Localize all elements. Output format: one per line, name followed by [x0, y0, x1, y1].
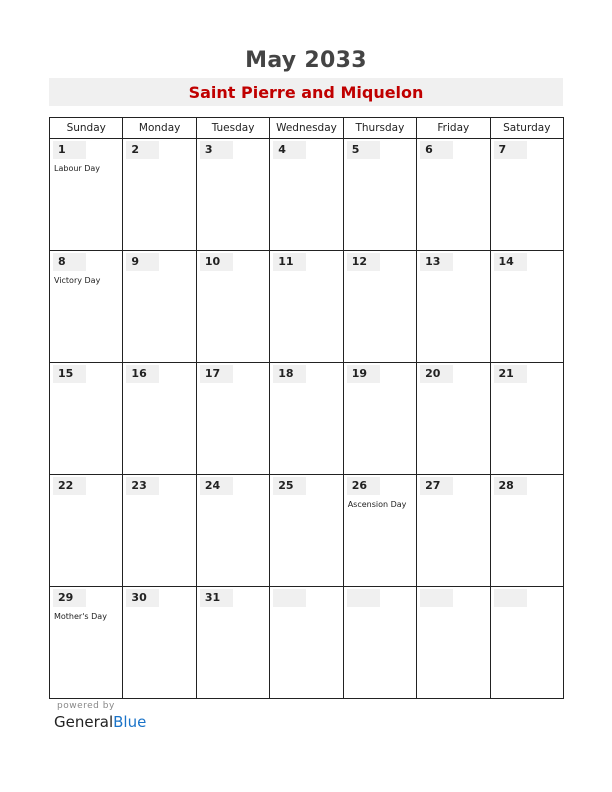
- generalblue-logo[interactable]: [54, 713, 146, 731]
- day-number: 9: [126, 253, 159, 271]
- day-cell: [196, 475, 269, 587]
- calendar-grid: [49, 117, 564, 699]
- day-cell: [417, 139, 490, 251]
- day-number: 30: [126, 589, 159, 607]
- day-number: 27: [420, 477, 453, 495]
- day-cell: [417, 475, 490, 587]
- day-number: 10: [200, 253, 233, 271]
- holiday-label: Labour Day: [54, 164, 101, 173]
- day-number: 31: [200, 589, 233, 607]
- day-cell: [123, 363, 196, 475]
- day-number: 16: [126, 365, 159, 383]
- day-cell: [490, 475, 563, 587]
- day-cell: [270, 587, 343, 699]
- day-cell: [490, 139, 563, 251]
- day-cell: [50, 251, 123, 363]
- day-cell: [270, 363, 343, 475]
- day-number: 4: [273, 141, 306, 159]
- day-number: 11: [273, 253, 306, 271]
- holiday-label: Mother's Day: [54, 612, 107, 621]
- region-name: Saint Pierre and Miquelon: [188, 83, 424, 102]
- day-number: 25: [273, 477, 306, 495]
- day-number: 6: [420, 141, 453, 159]
- day-cell: [270, 475, 343, 587]
- day-cell: [196, 251, 269, 363]
- weekday-header: Friday: [417, 118, 490, 139]
- page-title: May 2033: [245, 48, 367, 73]
- day-number: 5: [347, 141, 380, 159]
- day-cell: [123, 139, 196, 251]
- holiday-label: Ascension Day: [347, 500, 407, 509]
- day-number: 17: [200, 365, 233, 383]
- holiday-label: Victory Day: [54, 276, 101, 285]
- day-cell: [50, 475, 123, 587]
- day-cell: [196, 363, 269, 475]
- day-cell: [123, 587, 196, 699]
- day-number: [420, 589, 453, 607]
- day-number: 23: [126, 477, 159, 495]
- brand-blue-text: Blue: [113, 713, 147, 731]
- day-number: 19: [347, 365, 380, 383]
- day-cell: [343, 363, 416, 475]
- day-cell: [50, 587, 123, 699]
- day-cell: [196, 587, 269, 699]
- weekday-header: Thursday: [343, 118, 416, 139]
- day-number: 1: [53, 141, 86, 159]
- weekday-header: Tuesday: [196, 118, 269, 139]
- day-number: 2: [126, 141, 159, 159]
- day-cell: [123, 251, 196, 363]
- day-number: 13: [420, 253, 453, 271]
- day-number: 8: [53, 253, 86, 271]
- day-number: 14: [494, 253, 527, 271]
- day-cell: [50, 363, 123, 475]
- day-number: 29: [53, 589, 86, 607]
- day-number: 24: [200, 477, 233, 495]
- day-number: 20: [420, 365, 453, 383]
- week-row: [50, 587, 564, 699]
- day-cell: [490, 587, 563, 699]
- day-number: 26: [347, 477, 380, 495]
- day-number: 18: [273, 365, 306, 383]
- day-cell: [417, 251, 490, 363]
- day-cell: [490, 251, 563, 363]
- weekday-header-row: [50, 118, 564, 139]
- week-row: [50, 475, 564, 587]
- day-number: 22: [53, 477, 86, 495]
- day-cell: [196, 139, 269, 251]
- day-cell: [343, 251, 416, 363]
- day-cell: [123, 475, 196, 587]
- day-cell: [490, 363, 563, 475]
- day-cell: [270, 251, 343, 363]
- day-number: 28: [494, 477, 527, 495]
- day-cell: [343, 475, 416, 587]
- day-cell: [343, 139, 416, 251]
- day-number: 7: [494, 141, 527, 159]
- day-number: 21: [494, 365, 527, 383]
- day-cell: [270, 139, 343, 251]
- week-row: [50, 139, 564, 251]
- day-cell: [417, 587, 490, 699]
- day-number: 12: [347, 253, 380, 271]
- day-number: [273, 589, 306, 607]
- day-cell: [343, 587, 416, 699]
- region-banner: [49, 78, 563, 106]
- brand-general-text: General: [54, 713, 114, 731]
- day-cell: [50, 139, 123, 251]
- weekday-header: Wednesday: [270, 118, 343, 139]
- day-number: [494, 589, 527, 607]
- week-row: [50, 251, 564, 363]
- weekday-header: Sunday: [50, 118, 123, 139]
- powered-by-label: powered by: [57, 701, 115, 711]
- weekday-header: Saturday: [490, 118, 563, 139]
- day-number: 15: [53, 365, 86, 383]
- day-number: 3: [200, 141, 233, 159]
- week-row: [50, 363, 564, 475]
- day-number: [347, 589, 380, 607]
- day-cell: [417, 363, 490, 475]
- weekday-header: Monday: [123, 118, 196, 139]
